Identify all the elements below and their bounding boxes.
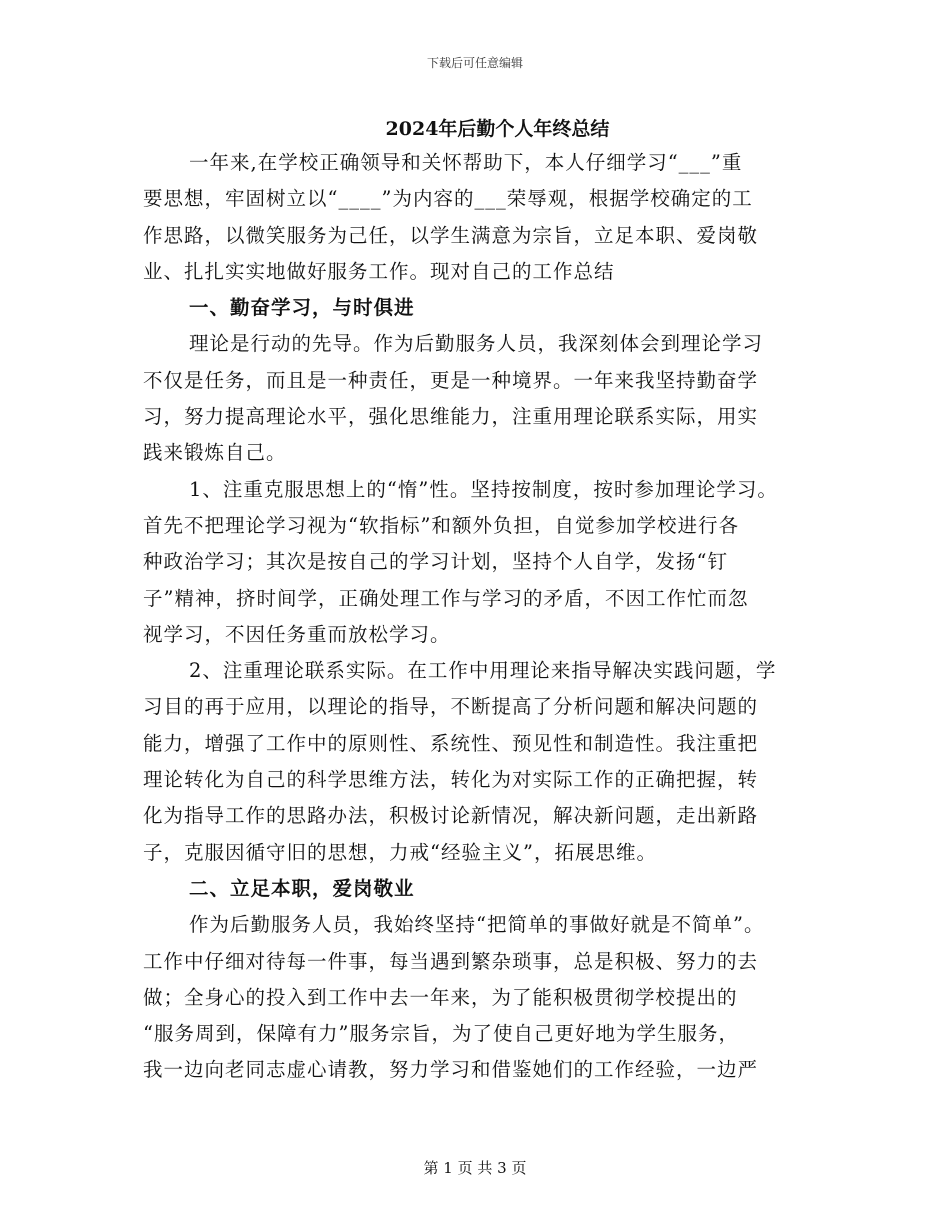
text-line: 子”精神，挤时间学，正确处理工作与学习的矛盾，不因工作忙而忽 [143, 586, 749, 610]
text-line: 2、注重理论联系实际。在工作中用理论来指导解决实践问题，学 [189, 659, 777, 683]
text-line: 理论是行动的先导。作为后勤服务人员，我深刻体会到理论学习 [189, 332, 764, 356]
text-line: 一年来,在学校正确领导和关怀帮助下，本人仔细学习“___”重 [189, 151, 743, 174]
page-number-footer: 第 1 页 共 3 页 [423, 1159, 527, 1177]
text-line: 种政治学习；其次是按自己的学习计划，坚持个人自学，发扬“钉 [143, 550, 728, 574]
text-line: 习，努力提高理论水平，强化思维能力，注重用理论联系实际，用实 [143, 405, 759, 429]
text-line: 化为指导工作的思路办法，积极讨论新情况，解决新问题，走出新路 [143, 804, 759, 828]
section-heading: 一、勤奋学习，与时俱进 [189, 296, 415, 320]
section-heading: 二、立足本职，爱岗敬业 [189, 876, 415, 900]
document-title: 2024年后勤个人年终总结 [385, 118, 610, 140]
text-line: 子，克服因循守旧的思想，力戒“经验主义”，拓展思维。 [143, 840, 657, 864]
text-line: 作为后勤服务人员，我始终坚持“把简单的事做好就是不简单”。 [189, 913, 765, 937]
text-line: 1、注重克服思想上的“惰”性。坚持按制度，按时参加理论学习。 [189, 477, 778, 501]
text-line: 理论转化为自己的科学思维方法，转化为对实际工作的正确把握，转 [143, 768, 759, 792]
text-line: 做；全身心的投入到工作中去一年来，为了能积极贯彻学校提出的 [143, 985, 738, 1009]
header-note: 下载后可任意编辑 [426, 56, 523, 70]
text-line: 不仅是任务，而且是一种责任，更是一种境界。一年来我坚持勤奋学 [143, 368, 759, 392]
text-line: “服务周到，保障有力”服务宗旨，为了使自己更好地为学生服务， [143, 1022, 739, 1046]
text-line: 视学习，不因任务重而放松学习。 [143, 622, 451, 646]
text-line: 首先不把理论学习视为“软指标”和额外负担，自觉参加学校进行各 [143, 513, 739, 537]
document-body [143, 145, 823, 1089]
text-line: 践来锻炼自己。 [143, 441, 287, 465]
text-line: 工作中仔细对待每一件事，每当遇到繁杂琐事，总是积极、努力的去 [143, 949, 759, 973]
text-line: 能力，增强了工作中的原则性、系统性、预见性和制造性。我注重把 [143, 731, 759, 755]
text-line: 习目的再于应用，以理论的指导，不断提高了分析问题和解决问题的 [143, 695, 759, 719]
text-line: 我一边向老同志虚心请教，努力学习和借鉴她们的工作经验，一边严 [143, 1058, 759, 1082]
text-line: 作思路，以微笑服务为己任，以学生满意为宗旨，立足本职、爱岗敬 [143, 223, 759, 247]
text-line: 业、扎扎实实地做好服务工作。现对自己的工作总结 [143, 259, 615, 283]
text-line: 要思想，牢固树立以“____”为内容的___荣辱观，根据学校确定的工 [143, 187, 753, 211]
